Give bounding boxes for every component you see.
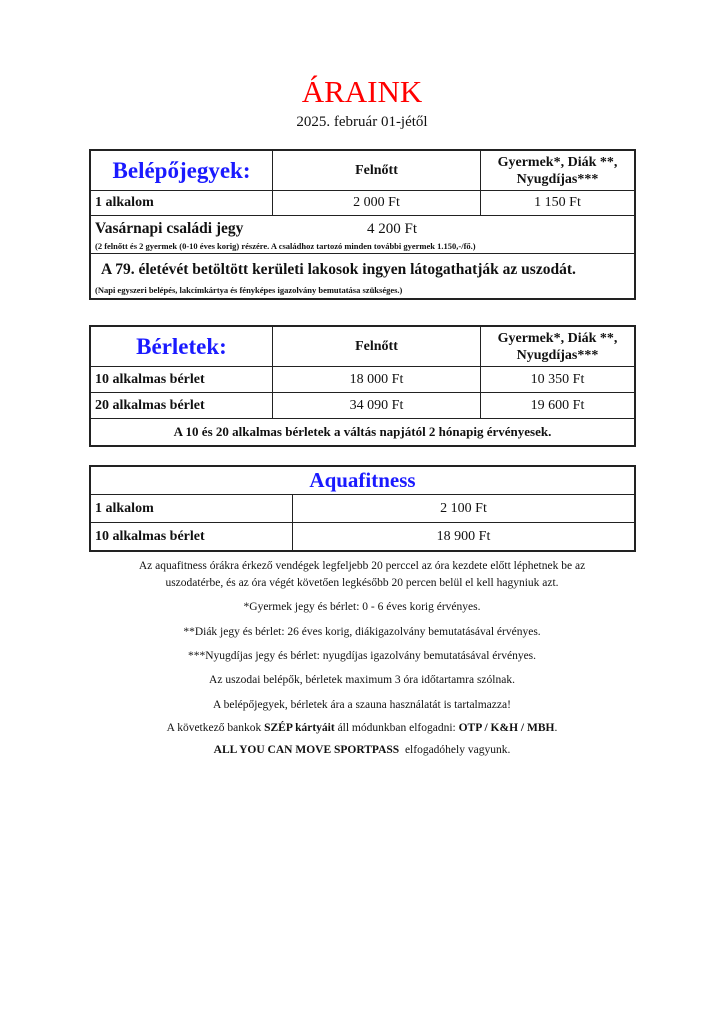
footnote-pensioner-text: ***Nyugdíjas jegy és bérlet: nyugdíjas igazolvány bemutatásával érvényes. <box>187 650 537 662</box>
footnote-student <box>0 624 724 641</box>
passes-table <box>90 326 635 446</box>
row-label: 10 alkalmas bérlet <box>91 367 273 393</box>
price-adult: 18 000 Ft <box>273 367 481 393</box>
price: 18 900 Ft <box>293 523 635 551</box>
price-adult: 2 000 Ft <box>273 191 481 216</box>
footnote-child <box>0 599 724 616</box>
passes-section-title: Bérletek: <box>91 327 273 367</box>
senior-free-note: (Napi egyszeri belépés, lakcímkártya és fényképes igazolvány bemutatása szükséges.) <box>95 285 403 295</box>
footnote-student-text: **Diák jegy és bérlet: 26 éves korig, diákigazolvány bemutatásával érvényes. <box>183 626 541 638</box>
aquafitness-rule-text: Az aquafitness órákra érkező vendégek legfeljebb 20 perccel az óra kezdete előtt léphetnek be az uszodatérbe, és az óra végét követően legkésőbb 20 percen belül el kell hagyniuk azt. <box>138 560 586 589</box>
duration-note <box>0 672 724 689</box>
aquafitness-table <box>90 466 635 551</box>
aquafitness-rule-note <box>0 558 724 592</box>
col-header-reduced: Gyermek*, Diák **, Nyugdíjas*** <box>481 151 635 191</box>
szep-card-text <box>0 720 724 737</box>
szep-prefix: A következő bankok <box>166 722 265 734</box>
szep-banks: OTP / K&H / MBH <box>458 722 555 734</box>
szep-suffix: . <box>554 722 558 734</box>
senior-free-row <box>91 254 635 299</box>
senior-free-cell <box>91 254 635 299</box>
family-ticket-price: 4 200 Ft <box>367 220 418 237</box>
aquafitness-header-row <box>91 467 635 495</box>
page-title: ÁRAINK <box>301 74 423 109</box>
sportpass-bold: ALL YOU CAN MOVE SPORTPASS <box>213 744 400 756</box>
szep-card-note <box>0 720 724 737</box>
row-label: 1 alkalom <box>91 495 293 523</box>
aquafitness-section-title: Aquafitness <box>91 467 635 495</box>
sportpass-rest: elfogadóhely vagyunk. <box>399 744 511 756</box>
passes-header-row <box>91 327 635 367</box>
footnote-child-text: *Gyermek jegy és bérlet: 0 - 6 éves korig érvényes. <box>243 601 481 613</box>
family-ticket-label: Vasárnapi családi jegy <box>95 220 244 237</box>
row-label: 20 alkalmas bérlet <box>91 393 273 419</box>
tickets-table <box>90 150 635 299</box>
sauna-note-text: A belépőjegyek, bérletek ára a szauna használatát is tartalmazza! <box>213 699 511 711</box>
row-label: 1 alkalom <box>91 191 273 216</box>
family-ticket-note: (2 felnőtt és 2 gyermek (0-10 éves korig) részére. A családhoz tartozó minden további gyermek 1.150,-/fő.) <box>95 241 476 251</box>
col-header-reduced: Gyermek*, Diák **, Nyugdíjas*** <box>481 327 635 367</box>
footnote-pensioner <box>0 648 724 665</box>
col-header-adult: Felnőtt <box>273 151 481 191</box>
sauna-note <box>0 697 724 714</box>
price-reduced: 19 600 Ft <box>481 393 635 419</box>
price-adult: 34 090 Ft <box>273 393 481 419</box>
sportpass-note <box>0 742 724 759</box>
passes-footer-row <box>91 419 635 446</box>
price: 2 100 Ft <box>293 495 635 523</box>
price-reduced: 1 150 Ft <box>481 191 635 216</box>
table-row <box>91 495 635 523</box>
passes-validity-note: A 10 és 20 alkalmas bérletek a váltás napjától 2 hónapig érvényesek. <box>91 419 635 446</box>
family-ticket-cell <box>91 216 635 254</box>
row-label: 10 alkalmas bérlet <box>91 523 293 551</box>
szep-middle: áll módunkban elfogadni: <box>334 722 459 734</box>
senior-free-text: A 79. életévét betöltött kerületi lakosok ingyen látogathatják az uszodát. <box>101 261 576 278</box>
table-row <box>91 523 635 551</box>
family-ticket-row <box>91 216 635 254</box>
table-row <box>91 393 635 419</box>
table-row <box>91 367 635 393</box>
col-header-adult: Felnőtt <box>273 327 481 367</box>
duration-note-text: Az uszodai belépők, bérletek maximum 3 óra időtartamra szólnak. <box>209 674 515 686</box>
valid-from-date: 2025. február 01-jétől <box>296 114 428 130</box>
price-reduced: 10 350 Ft <box>481 367 635 393</box>
table-row <box>91 191 635 216</box>
tickets-header-row <box>91 151 635 191</box>
szep-bold: SZÉP kártyáit <box>264 722 335 734</box>
tickets-section-title: Belépőjegyek: <box>91 151 273 191</box>
sportpass-text <box>0 742 724 759</box>
